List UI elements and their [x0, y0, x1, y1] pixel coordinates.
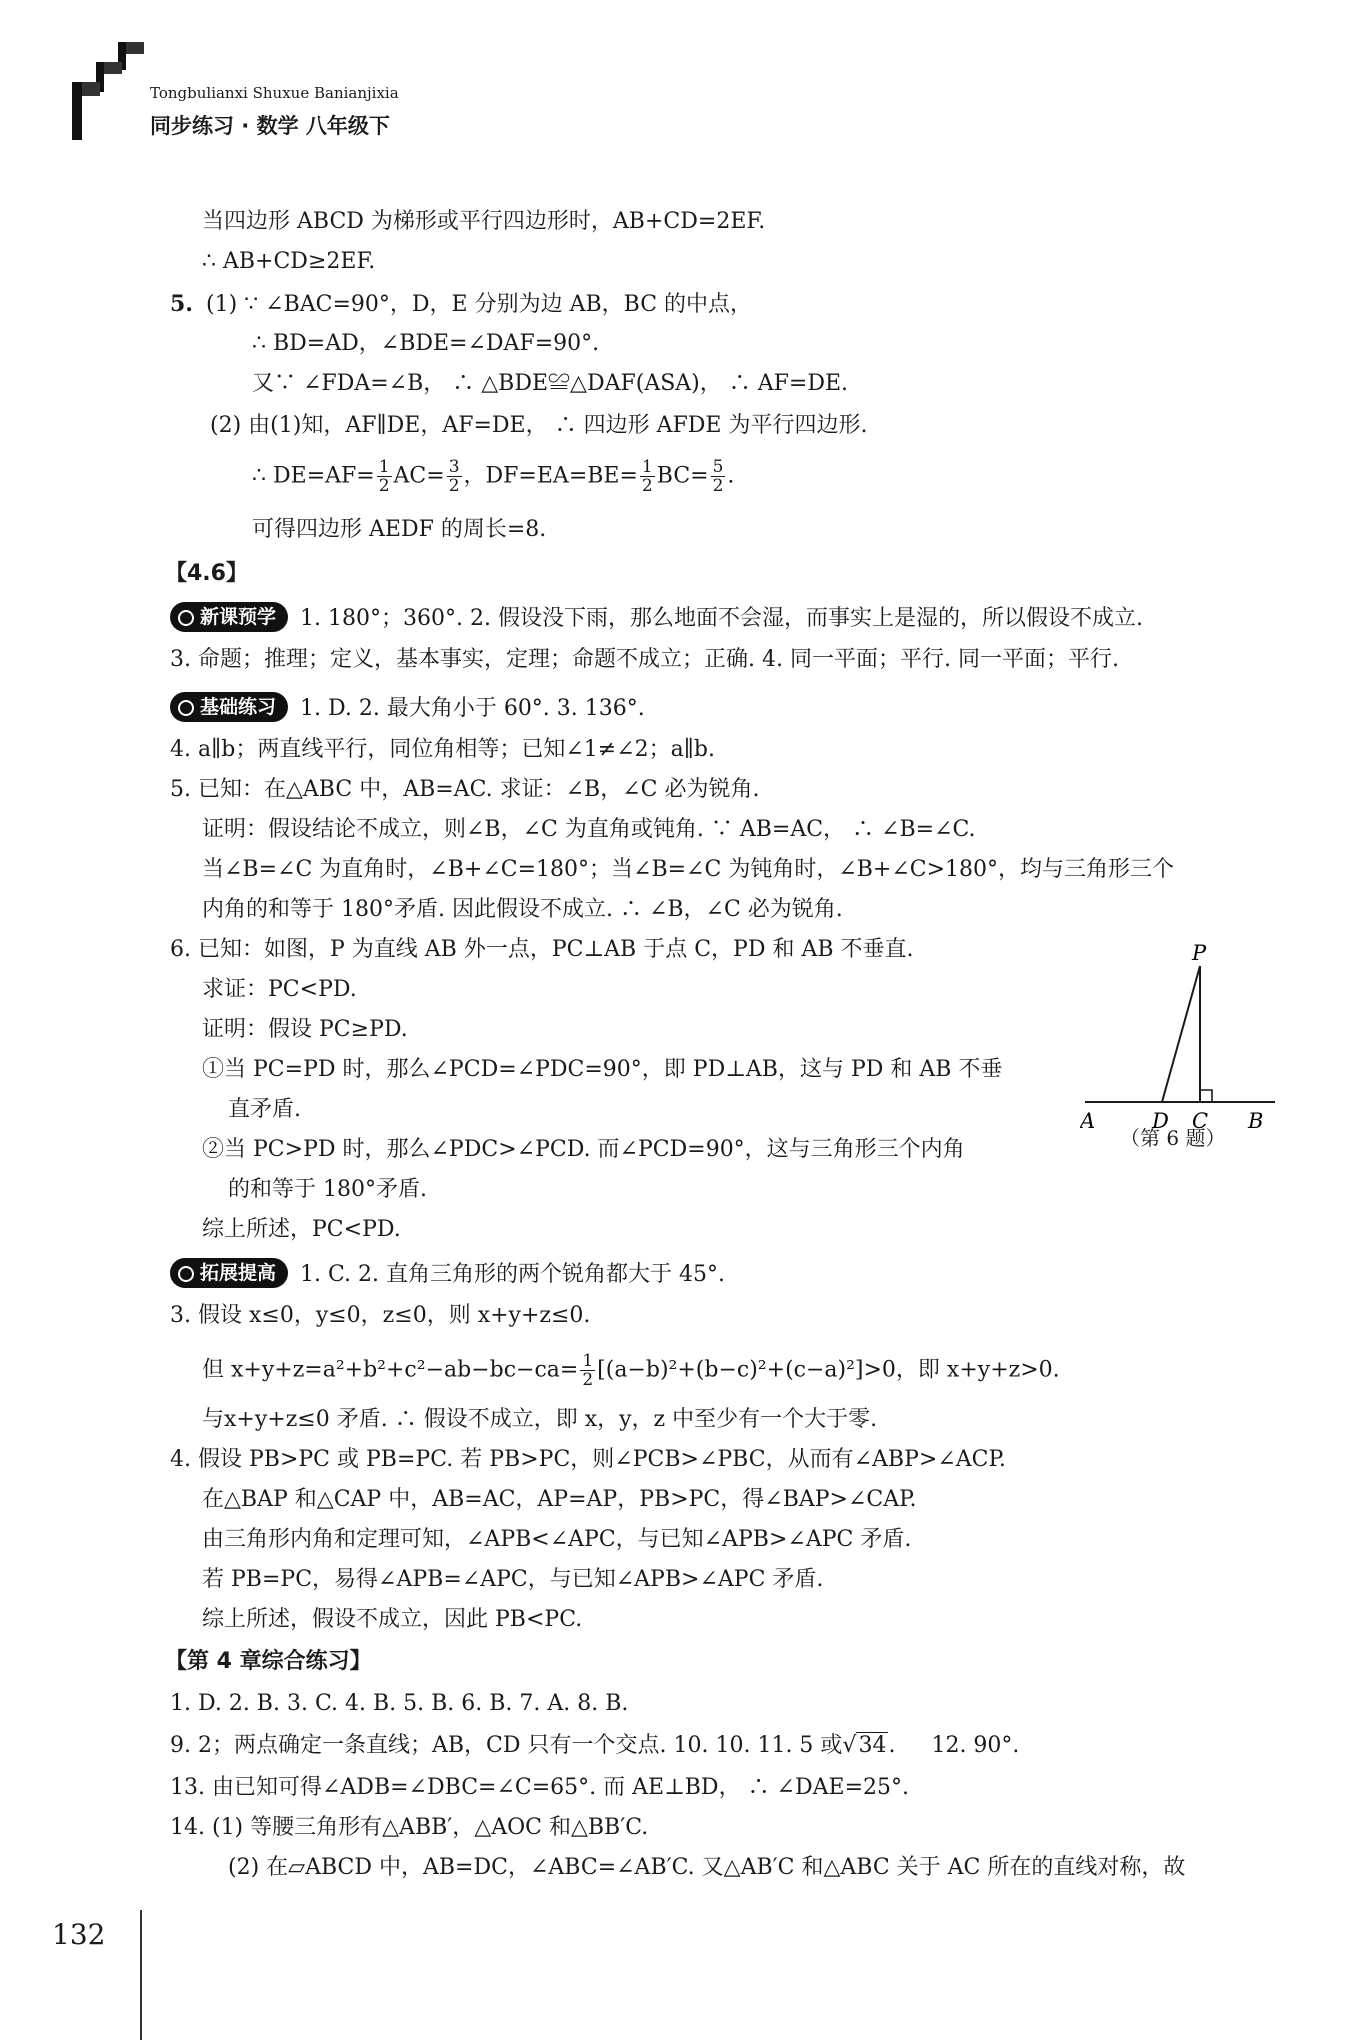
text-line: 又∵ ∠FDA=∠B， ∴ △BDE≌△DAF(ASA)， ∴ AF=DE. [252, 371, 849, 396]
text-span: 1. D. 2. 最大角小于 60°. 3. 136°. [300, 696, 645, 721]
text-line: 9. 2；两点确定一条直线；AB，CD 只有一个交点. 10. 10. 11. 5 或√34. 12. 90°. [170, 1733, 1020, 1758]
badge-extend: 拓展提高 [170, 1258, 288, 1288]
text-line: 综上所述，假设不成立，因此 PB<PC. [202, 1607, 583, 1632]
segment-pd [1162, 966, 1200, 1102]
text-line: 综上所述，PC<PD. [202, 1217, 401, 1242]
fraction: $\frac{1}{2}$ [378, 457, 390, 496]
page-number: 132 [52, 1918, 106, 1951]
label-b: B [1248, 1109, 1264, 1133]
geometry-figure [1080, 925, 1280, 1155]
text-line: 5. 已知：在△ABC 中，AB=AC. 求证：∠B，∠C 必为锐角. [170, 777, 760, 802]
fraction: $\frac{3}{2}$ [448, 457, 460, 496]
fraction: $\frac{1}{2}$ [582, 1351, 594, 1390]
text-line: ∴ BD=AD，∠BDE=∠DAF=90°. [252, 331, 600, 356]
text-line: (2) 由(1)知，AF∥DE，AF=DE， ∴ 四边形 AFDE 为平行四边形. [210, 413, 868, 438]
text-line: 1. D. 2. B. 3. C. 4. B. 5. B. 6. B. 7. A. 8. B. [170, 1691, 629, 1716]
label-a: A [1080, 1109, 1096, 1133]
text-span: 12. 90°. [931, 1733, 1020, 1758]
text-line: 3. 命题；推理；定义，基本事实，定理；命题不成立；正确. 4. 同一平面；平行. 同一平面；平行. [170, 647, 1119, 672]
section-heading: 【4.6】 [165, 561, 248, 586]
label-d: D [1152, 1109, 1169, 1133]
footer-divider [140, 1910, 142, 2040]
text-line: 的和等于 180°矛盾. [228, 1177, 427, 1202]
text-line: ②当 PC>PD 时，那么∠PDC>∠PCD. 而∠PCD=90°，这与三角形三个内角 [202, 1137, 965, 1162]
text-line: 直矛盾. [228, 1097, 301, 1122]
clock-icon [178, 610, 194, 626]
text-line: 3. 假设 x≤0，y≤0，z≤0，则 x+y+z≤0. [170, 1303, 591, 1328]
text-line: 由三角形内角和定理可知，∠APB<∠APC，与已知∠APB>∠APC 矛盾. [202, 1527, 912, 1552]
text-line: 证明：假设 PC≥PD. [202, 1017, 408, 1042]
text-line: 当四边形 ABCD 为梯形或平行四边形时，AB+CD=2EF. [202, 209, 766, 234]
text-line [170, 602, 1143, 633]
radicand: 34 [858, 1733, 887, 1758]
stairs-logo-icon [70, 40, 150, 145]
text-span: 1. C. 2. 直角三角形的两个锐角都大于 45°. [300, 1262, 725, 1287]
text-line [170, 692, 645, 723]
text-line: 证明：假设结论不成立，则∠B，∠C 为直角或钝角. ∵ AB=AC， ∴ ∠B=∠C. [202, 817, 976, 842]
text-span: ，DF=EA=BE= [463, 463, 638, 489]
formula-line [252, 458, 734, 495]
fraction: $\frac{5}{2}$ [712, 457, 724, 496]
text-line: 当∠B=∠C 为直角时，∠B+∠C=180°；当∠B=∠C 为钝角时，∠B+∠C>180°，均与三角形三个 [202, 857, 1175, 882]
text-span: AC= [393, 463, 445, 489]
item-number: 5. [170, 291, 193, 317]
fraction: $\frac{1}{2}$ [641, 457, 653, 496]
book-icon [178, 1266, 194, 1282]
text-line: ①当 PC=PD 时，那么∠PCD=∠PDC=90°，即 PD⊥AB，这与 PD 和 AB 不垂 [202, 1057, 1003, 1082]
badge-basic: 基础练习 [170, 692, 288, 722]
text-line: 6. 已知：如图，P 为直线 AB 外一点，PC⊥AB 于点 C，PD 和 AB 不垂直. [170, 937, 914, 962]
text-line: 在△BAP 和△CAP 中，AB=AC，AP=AP，PB>PC，得∠BAP>∠CAP. [202, 1487, 917, 1512]
text-line: 内角的和等于 180°矛盾. 因此假设不成立. ∴ ∠B，∠C 必为锐角. [202, 897, 843, 922]
label-c: C [1192, 1109, 1209, 1133]
book-icon [178, 700, 194, 716]
label-p: P [1192, 941, 1207, 965]
text-span: BC= [656, 463, 709, 489]
text-line: 4. 假设 PB>PC 或 PB=PC. 若 PB>PC，则∠PCB>∠PBC，从而有∠ABP>∠ACP. [170, 1447, 1006, 1472]
text-line: (2) 在▱ABCD 中，AB=DC，∠ABC=∠AB′C. 又△AB′C 和△ABC 关于 AC 所在的直线对称，故 [228, 1855, 1186, 1880]
badge-preview: 新课预学 [170, 602, 288, 632]
text-span: (1) ∵ ∠BAC=90°，D，E 分别为边 AB，BC 的中点， [206, 292, 753, 317]
text-span: 但 x+y+z=a²+b²+c²−ab−bc−ca= [202, 1357, 579, 1383]
text-line: 与x+y+z≤0 矛盾. ∴ 假设不成立，即 x，y，z 中至少有一个大于零. [202, 1407, 878, 1432]
text-line [170, 1258, 725, 1289]
text-span: 9. 2；两点确定一条直线；AB，CD 只有一个交点. 10. 10. 11. 5 或 [170, 1733, 843, 1758]
page-header [70, 40, 470, 150]
text-line: 13. 由已知可得∠ADB=∠DBC=∠C=65°. 而 AE⊥BD， ∴ ∠DAE=25°. [170, 1775, 909, 1800]
text-span: [(a−b)²+(b−c)²+(c−a)²]>0，即 x+y+z>0. [597, 1357, 1060, 1383]
text-span: . [727, 463, 735, 489]
text-span: ∴ DE=AF= [252, 463, 375, 489]
text-line: 4. a∥b；两直线平行，同位角相等；已知∠1≠∠2；a∥b. [170, 737, 715, 762]
section-heading: 【第 4 章综合练习】 [165, 1649, 372, 1674]
text-line: ∴ AB+CD≥2EF. [202, 249, 376, 274]
right-angle-mark-icon [1200, 1090, 1212, 1102]
book-title: 同步练习 · 数学 八年级下 [150, 114, 390, 138]
formula-line [202, 1352, 1060, 1389]
text-line [170, 290, 752, 319]
text-line: 若 PB=PC，易得∠APB=∠APC，与已知∠APB>∠APC 矛盾. [202, 1567, 824, 1592]
figure-caption: （第 6 题） [1120, 1126, 1226, 1150]
text-line: 可得四边形 AEDF 的周长=8. [252, 517, 547, 542]
text-span: 1. 180°；360°. 2. 假设没下雨，那么地面不会湿，而事实上是湿的，所以假设不成立. [300, 606, 1143, 631]
series-pinyin: Tongbulianxi Shuxue Banianjixia [150, 84, 399, 102]
text-line: 14. (1) 等腰三角形有△ABB′，△AOC 和△BB′C. [170, 1815, 649, 1840]
sqrt-icon: √ [842, 1733, 857, 1758]
text-line: 求证：PC<PD. [202, 977, 357, 1002]
